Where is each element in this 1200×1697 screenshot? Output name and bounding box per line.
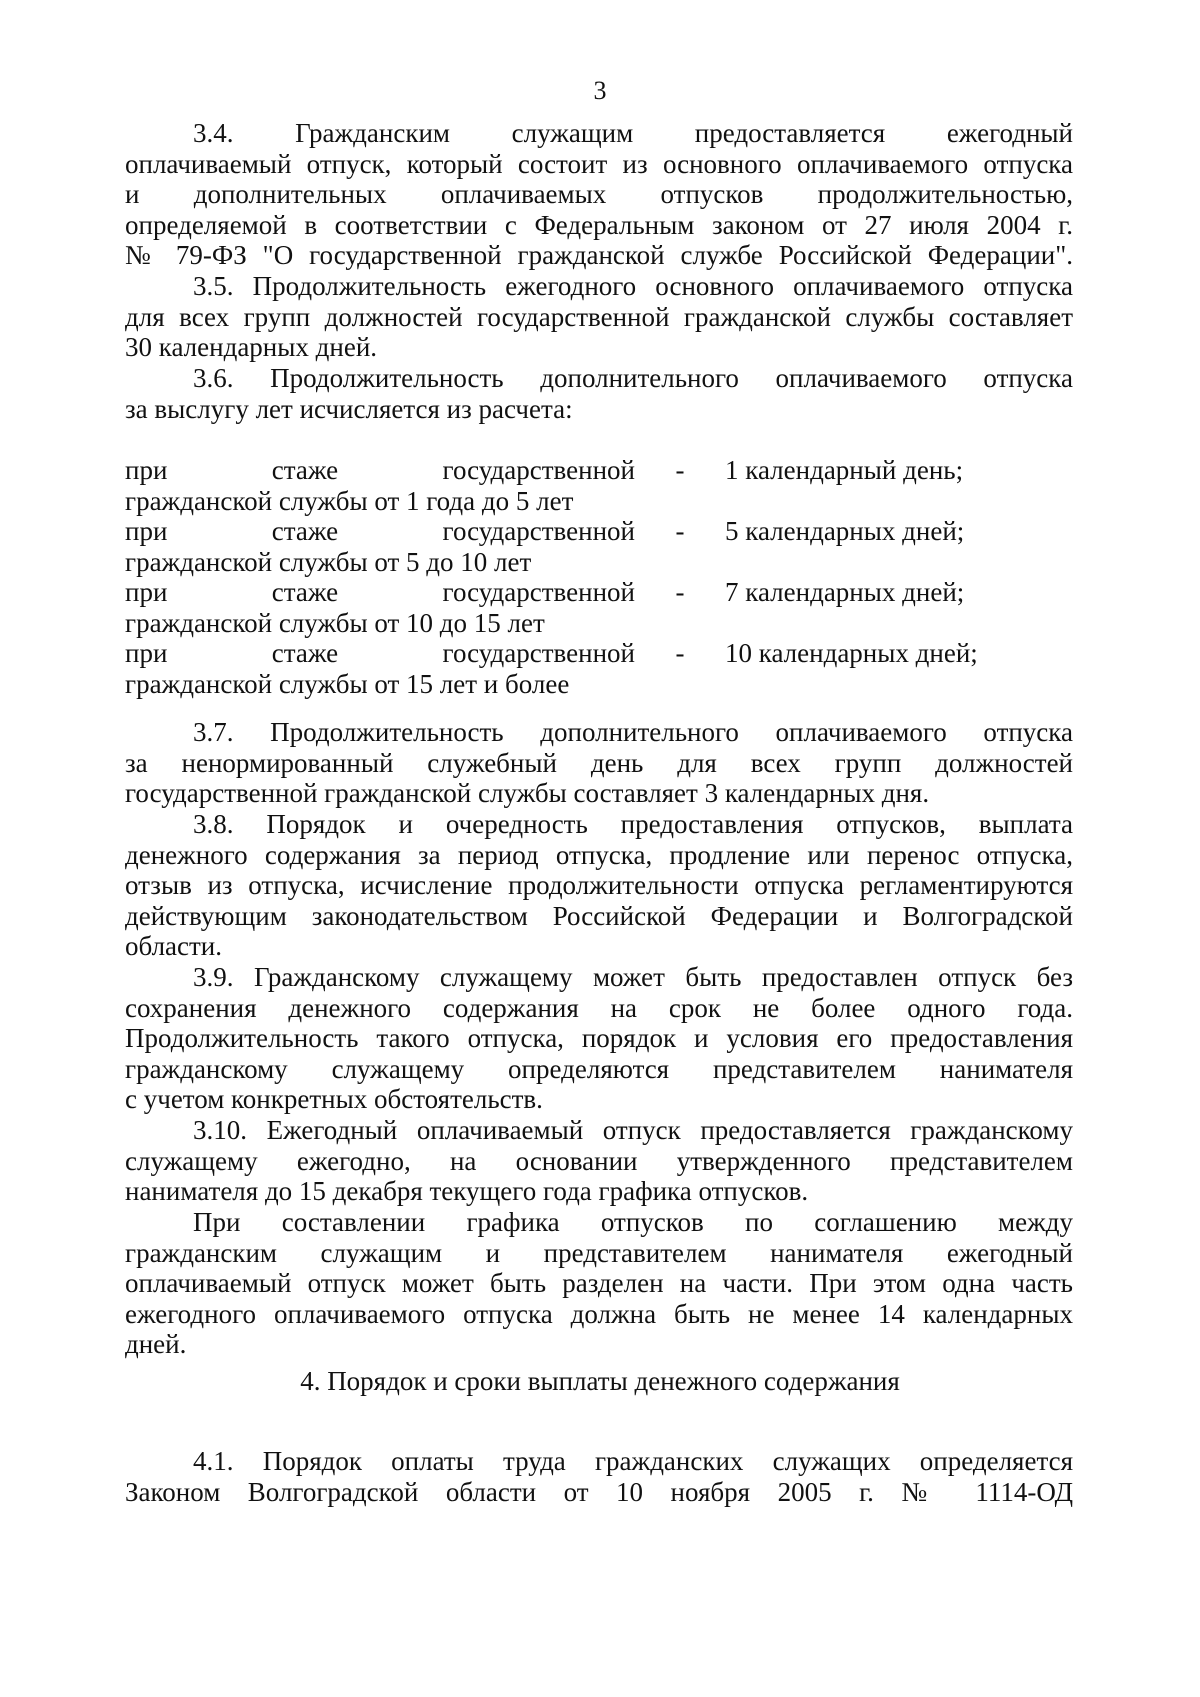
text-line: для всех групп должностей государственной гражданской службы составляет <box>125 301 1073 332</box>
list-line: гражданской службы от 5 до 10 лет <box>125 546 532 577</box>
text-line: гражданскому служащему определяются представителем нанимателя <box>125 1053 1073 1084</box>
paragraph-3-5 <box>125 271 1073 363</box>
text-line: определяемой в соответствии с Федеральным законом от 27 июля 2004 г. <box>125 209 1073 240</box>
text-line: действующим законодательством Российской Федерации и Волгоградской <box>125 900 1073 931</box>
list-word: при <box>125 455 168 485</box>
paragraph-3-7 <box>125 717 1073 809</box>
list-line: гражданской службы от 15 лет и более <box>125 668 570 699</box>
text-line: с учетом конкретных обстоятельств. <box>125 1084 543 1114</box>
text-line: нанимателя до 15 декабря текущего года графика отпусков. <box>125 1176 809 1206</box>
list-item <box>125 638 1073 699</box>
list-word: стаже <box>271 516 339 546</box>
text-line: Законом Волгоградской области от 10 ноября 2005 г. № 1114-ОД <box>125 1476 1073 1507</box>
text-line: служащему ежегодно, на основании утвержденного представителем <box>125 1145 1073 1176</box>
list-dash: - <box>675 516 685 546</box>
list-value: 1 календарный день; <box>725 455 964 485</box>
text-line: 3.8. Порядок и очередность предоставления отпусков, выплата <box>193 809 1073 839</box>
list-word: стаже <box>271 455 339 485</box>
text-line: оплачиваемый отпуск может быть разделен на части. При этом одна часть <box>125 1268 1073 1298</box>
list-value: 7 календарных дней; <box>725 577 965 607</box>
text-line: 30 календарных дней. <box>125 332 378 362</box>
text-line: оплачиваемый отпуск, который состоит из основного оплачиваемого отпуска <box>125 148 1073 179</box>
list-word: государственной <box>442 577 635 607</box>
list-item <box>125 577 1073 638</box>
text-line: за выслугу лет исчисляется из расчета: <box>125 393 573 424</box>
list-dash: - <box>675 577 685 607</box>
text-line: и дополнительных оплачиваемых отпусков продолжительностью, <box>125 179 1073 209</box>
text-line: 3.5. Продолжительность ежегодного основного оплачиваемого отпуска <box>193 271 1073 301</box>
paragraph-3-8 <box>125 809 1073 962</box>
paragraph-3-10-schedule <box>125 1207 1073 1360</box>
list-word: стаже <box>271 577 339 607</box>
list-item <box>125 455 1073 516</box>
list-word: при <box>125 516 168 546</box>
page-number: 3 <box>593 76 607 105</box>
list-value: 5 календарных дней; <box>725 516 965 546</box>
list-item <box>125 516 1073 577</box>
list-dash: - <box>675 455 685 485</box>
list-value: 10 календарных дней; <box>725 638 978 668</box>
text-line: 3.10. Ежегодный оплачиваемый отпуск предоставляется гражданскому <box>193 1115 1073 1145</box>
paragraph-3-4 <box>125 118 1073 271</box>
text-line: № 79-ФЗ "О государственной гражданской службе Российской Федерации". <box>125 240 1073 270</box>
text-line: 3.4. Гражданским служащим предоставляется ежегодный <box>193 118 1073 148</box>
list-dash: - <box>675 638 685 668</box>
list-line: гражданской службы от 1 года до 5 лет <box>125 485 574 516</box>
list-word: при <box>125 638 168 668</box>
text-line: Продолжительность такого отпуска, порядок и условия его предоставления <box>125 1023 1073 1053</box>
text-line: 3.7. Продолжительность дополнительного оплачиваемого отпуска <box>193 717 1073 747</box>
paragraph-3-6 <box>125 363 1073 424</box>
paragraph-3-10 <box>125 1115 1073 1207</box>
list-line: гражданской службы от 10 до 15 лет <box>125 607 545 638</box>
list-word: государственной <box>442 455 635 485</box>
text-line: 4.1. Порядок оплаты труда гражданских служащих определяется <box>193 1446 1073 1476</box>
text-line: отзыв из отпуска, исчисление продолжительности отпуска регламентируются <box>125 870 1073 900</box>
list-word: государственной <box>442 516 635 546</box>
text-line: При составлении графика отпусков по соглашению между <box>193 1207 1073 1237</box>
length-of-service-list <box>125 455 1073 699</box>
text-line: 3.9. Гражданскому служащему может быть предоставлен отпуск без <box>193 962 1073 992</box>
text-line: государственной гражданской службы составляет 3 календарных дня. <box>125 778 930 808</box>
text-line: сохранения денежного содержания на срок не более одного года. <box>125 992 1073 1023</box>
paragraph-4-1 <box>125 1446 1073 1507</box>
text-line: области. <box>125 931 223 961</box>
text-line: 3.6. Продолжительность дополнительного оплачиваемого отпуска <box>193 363 1073 393</box>
list-word: при <box>125 577 168 607</box>
text-line: гражданским служащим и представителем нанимателя ежегодный <box>125 1237 1073 1268</box>
text-line: ежегодного оплачиваемого отпуска должна быть не менее 14 календарных <box>125 1298 1073 1329</box>
list-word: стаже <box>271 638 339 668</box>
text-line: денежного содержания за период отпуска, продление или перенос отпуска, <box>125 839 1073 870</box>
list-word: государственной <box>442 638 635 668</box>
paragraph-3-9 <box>125 962 1073 1115</box>
section-heading: 4. Порядок и сроки выплаты денежного содержания <box>300 1366 900 1396</box>
text-line: дней. <box>125 1329 187 1359</box>
text-line: за ненормированный служебный день для всех групп должностей <box>125 747 1073 778</box>
